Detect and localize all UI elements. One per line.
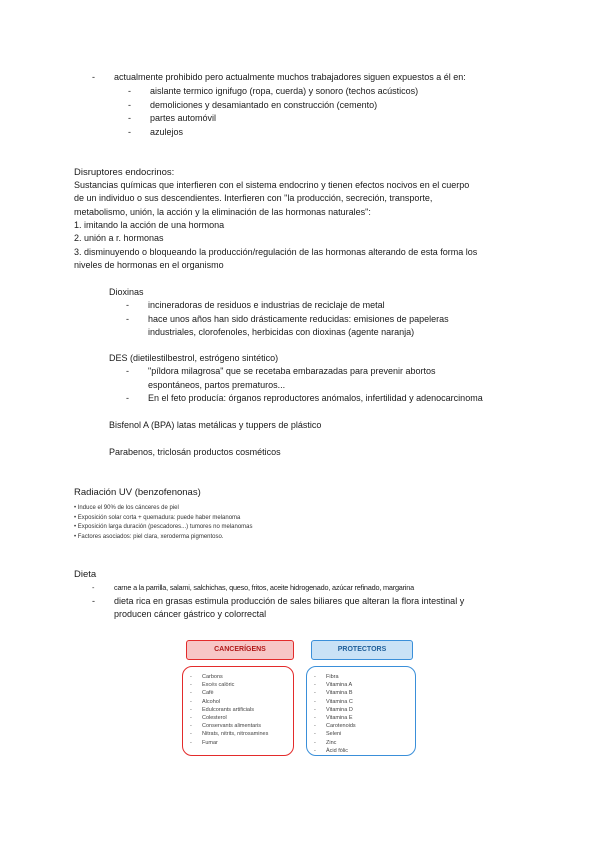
protectors-item-text: Vitamina C bbox=[326, 698, 353, 705]
protectors-item: - Vitamina C bbox=[314, 698, 353, 705]
protectors-item: - Àcid fòlic bbox=[314, 747, 349, 754]
dieta-item-text: dieta rica en grasas estimula producción de sales biliares que alteran la flora intestinal y bbox=[114, 595, 465, 606]
cancerigens-item: - Alcohol bbox=[190, 698, 221, 705]
cancerigens-item: - Colesterol bbox=[190, 715, 227, 722]
protectors-item-text: Vitamina D bbox=[326, 706, 353, 713]
radiacion-bullet: • Factores asociados: piel clara, xeroderma pigmentoso. bbox=[74, 533, 224, 540]
cancerigens-item: - Edulcorants artificials bbox=[190, 706, 254, 713]
protectors-title: PROTECTORS bbox=[311, 640, 413, 660]
asbestos-use-text: demoliciones y desamiantado en construcción (cemento) bbox=[150, 99, 378, 110]
cancerigens-item-text: Carbons bbox=[202, 674, 223, 680]
protectors-item-text: Vitamina E bbox=[326, 715, 353, 722]
cancerigens-item: - Nitrats, nitrits, nitrosamines bbox=[190, 731, 269, 738]
protectors-item: - Vitamina D bbox=[314, 706, 353, 713]
cancerigens-item: - Cafè bbox=[190, 690, 214, 697]
intro-list-item: - actualmente prohibido pero actualmente muchos trabajadores siguen expuestos a él en: bbox=[92, 72, 466, 82]
disruptores-line: niveles de hormonas en el organismo bbox=[74, 259, 224, 270]
intro-text: actualmente prohibido pero actualmente muchos trabajadores siguen expuestos a él en: bbox=[114, 72, 466, 82]
cancerigens-item-text: Conservants alimentaris bbox=[202, 723, 261, 730]
protectors-item: - Seleni bbox=[314, 731, 342, 738]
dioxinas-item: - hace unos años han sido drásticamente reducidas: emisiones de papeleras bbox=[126, 313, 449, 324]
des-item: - "píldora milagrosa" que se recetaba embarazadas para prevenir abortos bbox=[126, 366, 436, 376]
bisfenol-line: Bisfenol A (BPA) latas metálicas y tuppers de plástico bbox=[109, 420, 322, 430]
protectors-list bbox=[314, 673, 356, 755]
cancerigens-item-text: Alcohol bbox=[202, 698, 221, 705]
cancerigens-item-text: Nitrats, nitrits, nitrosamines bbox=[202, 731, 269, 738]
disruptores-line: metabolismo, unión, la acción y la eliminación de las hormonas naturales": bbox=[74, 206, 371, 217]
protectors-item: - Zinc bbox=[314, 739, 337, 746]
des-item: - En el feto producía: órganos reproductores anómalos, infertilidad y adenocarcinoma bbox=[126, 393, 483, 403]
dieta-item-text: producen cáncer gástrico y colorrectal bbox=[114, 609, 267, 619]
cancerigens-item: - Excés calòric bbox=[190, 682, 235, 689]
cancerigens-item-text: Edulcorants artificials bbox=[202, 706, 254, 713]
asbestos-use-text: aislante termico ignifugo (ropa, cuerda) y sonoro (techos acústicos) bbox=[150, 86, 419, 96]
protectors-item-text: Vitamina B bbox=[326, 690, 353, 697]
dieta-item-text: carne a la parrilla, salami, salchichas, queso, fritos, aceite hidrogenado, azúcar refinado, margarina bbox=[114, 583, 415, 592]
des-item-text: En el feto producía: órganos reproductores anómalos, infertilidad y adenocarcinoma bbox=[148, 393, 483, 403]
cancerigens-list bbox=[190, 673, 268, 747]
disruptores-line: 1. imitando la acción de una hormona bbox=[74, 219, 225, 230]
cancerigens-item-text: Cafè bbox=[202, 690, 214, 697]
cancerigens-item-text: Colesterol bbox=[202, 715, 227, 722]
protectors-item: - Vitamina E bbox=[314, 715, 353, 722]
protectors-item-text: Seleni bbox=[326, 731, 342, 738]
disruptores-heading: Disruptores endocrinos: bbox=[74, 167, 175, 178]
cancerigens-item: - Fumar bbox=[190, 739, 218, 746]
protectors-item-text: Carotenoids bbox=[326, 723, 356, 730]
dioxinas-item-text: industriales, clorofenoles, herbicidas con dioxinas (agente naranja) bbox=[148, 327, 415, 337]
des-heading: DES (dietilestilbestrol, estrógeno sintético) bbox=[109, 353, 279, 363]
asbestos-use-item: - aislante termico ignifugo (ropa, cuerda) y sonoro (techos acústicos) bbox=[128, 86, 419, 96]
asbestos-use-text: azulejos bbox=[150, 126, 184, 137]
disruptores-line: de un individuo o sus descendientes. Interfieren con "la producción, secreción, transporte, bbox=[74, 193, 433, 204]
protectors-item: - Vitamina B bbox=[314, 690, 353, 697]
asbestos-use-item: - azulejos bbox=[128, 126, 184, 137]
dieta-heading: Dieta bbox=[74, 569, 97, 580]
cancerigens-item: - Carbons bbox=[190, 674, 223, 680]
cancerigens-title: CANCERÍGENS bbox=[186, 640, 294, 660]
dieta-item: - dieta rica en grasas estimula producción de sales biliares que alteran la flora intestinal y bbox=[92, 595, 465, 606]
protectors-item: - Fibra bbox=[314, 674, 339, 680]
protectors-item-text: Fibra bbox=[326, 674, 339, 680]
dieta-item: - carne a la parrilla, salami, salchichas, queso, fritos, aceite hidrogenado, azúcar refinado, margarina bbox=[92, 583, 415, 592]
dioxinas-item-text: hace unos años han sido drásticamente reducidas: emisiones de papeleras bbox=[148, 313, 449, 324]
disruptores-line: Sustancias químicas que interfieren con el sistema endocrino y tienen efectos nocivos en el cuerpo bbox=[74, 180, 470, 190]
protectors-item-text: Zinc bbox=[326, 739, 337, 746]
dioxinas-item-text: incineradoras de residuos e industrias de reciclaje de metal bbox=[148, 300, 385, 310]
dioxinas-item: - incineradoras de residuos e industrias de reciclaje de metal bbox=[126, 300, 385, 310]
protectors-item: - Carotenoids bbox=[314, 723, 356, 730]
dieta-item bbox=[92, 608, 266, 621]
parabenos-line: Parabenos, triclosán productos cosméticos bbox=[109, 447, 281, 457]
cancerigens-item-text: Excés calòric bbox=[202, 682, 235, 689]
asbestos-use-text: partes automóvil bbox=[150, 113, 217, 123]
asbestos-use-item: - demoliciones y desamiantado en construcción (cemento) bbox=[128, 99, 378, 110]
asbestos-use-item: - partes automóvil bbox=[128, 113, 217, 123]
des-item bbox=[126, 379, 285, 392]
dioxinas-heading: Dioxinas bbox=[109, 287, 144, 297]
radiacion-bullet: • Induce el 90% de los cánceres de piel bbox=[74, 505, 179, 511]
des-item-text: "píldora milagrosa" que se recetaba embarazadas para prevenir abortos bbox=[148, 366, 436, 376]
disruptores-line: 3. disminuyendo o bloqueando la producción/regulación de las hormonas alterando de esta forma los bbox=[74, 246, 478, 257]
protectors-item: - Vitamina A bbox=[314, 682, 353, 689]
radiacion-heading: Radiación UV (benzofenonas) bbox=[74, 487, 201, 498]
cancerigens-item: - Conservants alimentaris bbox=[190, 723, 261, 730]
protectors-item-text: Àcid fòlic bbox=[326, 747, 349, 754]
cancerigens-item-text: Fumar bbox=[202, 739, 218, 746]
des-item-text: espontáneos, partos prematuros... bbox=[148, 379, 286, 390]
disruptores-line: 2. unión a r. hormonas bbox=[74, 233, 164, 244]
dioxinas-item bbox=[126, 326, 414, 339]
radiacion-bullet: • Exposición solar corta + quemadura: puede haber melanoma bbox=[74, 514, 241, 521]
protectors-item-text: Vitamina A bbox=[326, 682, 353, 689]
radiacion-bullet: • Exposición larga duración (pescadores...) tumores no melanomas bbox=[74, 524, 253, 530]
